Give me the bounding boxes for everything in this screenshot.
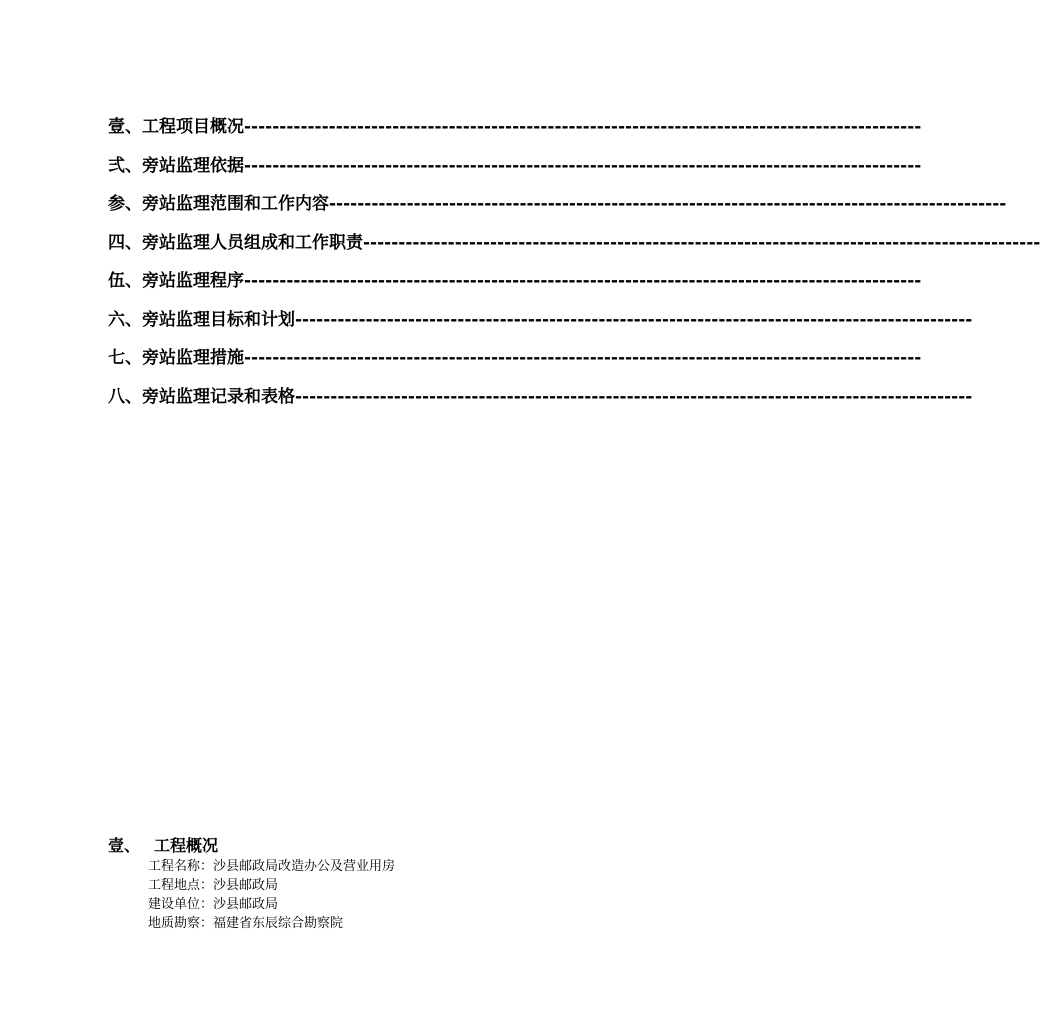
toc-item-title: 旁站监理记录和表格 (142, 386, 295, 407)
toc-item-5[interactable] (108, 266, 922, 305)
info-value: 沙县邮政局改造办公及营业用房 (213, 859, 396, 874)
toc-dot-leader: ------------------------------------------------------------------------------------------------ (244, 155, 922, 176)
toc-item-number: 六、 (108, 309, 142, 330)
toc-item-number: 八、 (108, 386, 142, 407)
project-overview-section (108, 833, 608, 933)
table-of-contents (108, 112, 1040, 420)
toc-item-title: 工程项目概况 (142, 117, 244, 137)
toc-item-number: 弍、 (108, 155, 142, 176)
toc-item-1[interactable] (108, 112, 922, 151)
info-label: 地质勘察： (148, 916, 214, 931)
toc-item-title: 旁站监理目标和计划 (142, 309, 295, 330)
toc-item-title: 旁站监理依据 (142, 155, 244, 176)
toc-item-number: 参、 (108, 194, 142, 214)
project-location-row (148, 876, 608, 895)
info-value: 沙县邮政局 (213, 878, 279, 893)
toc-dot-leader: ------------------------------------------------------------------------------------------------ (295, 386, 973, 407)
toc-item-7[interactable] (108, 343, 922, 382)
toc-item-title: 旁站监理范围和工作内容 (142, 194, 329, 214)
info-label: 工程地点： (148, 878, 214, 893)
construction-unit-row (148, 895, 608, 914)
section-heading (108, 833, 608, 857)
toc-item-title: 旁站监理程序 (142, 271, 244, 291)
toc-item-4[interactable] (108, 228, 1040, 267)
section-title: 工程概况 (154, 836, 219, 855)
toc-item-number: 七、 (108, 348, 142, 368)
toc-item-6[interactable] (108, 305, 973, 344)
project-name-row (148, 857, 608, 876)
toc-dot-leader: ------------------------------------------------------------------------------------------------ (244, 271, 922, 291)
toc-item-8[interactable] (108, 382, 973, 421)
toc-dot-leader: ------------------------------------------------------------------------------------------------ (295, 309, 973, 330)
toc-item-3[interactable] (108, 189, 1007, 228)
project-info-list (108, 857, 608, 933)
info-value: 沙县邮政局 (213, 897, 279, 912)
info-value: 福建省东辰综合勘察院 (213, 916, 344, 931)
toc-item-number: 伍、 (108, 271, 142, 291)
toc-item-title: 旁站监理人员组成和工作职责 (142, 232, 363, 253)
toc-dot-leader: ------------------------------------------------------------------------------------------------ (244, 348, 922, 368)
toc-dot-leader: ------------------------------------------------------------------------------------------------ (363, 232, 1040, 253)
toc-dot-leader: ------------------------------------------------------------------------------------------------ (329, 194, 1007, 214)
info-label: 工程名称： (148, 859, 214, 874)
section-number: 壹、 (108, 836, 141, 855)
info-label: 建设单位： (148, 897, 214, 912)
toc-item-number: 四、 (108, 232, 142, 253)
toc-item-title: 旁站监理措施 (142, 348, 244, 368)
toc-item-number: 壹、 (108, 117, 142, 137)
geological-survey-row (148, 914, 608, 933)
toc-item-2[interactable] (108, 151, 922, 190)
toc-dot-leader: ------------------------------------------------------------------------------------------------ (244, 117, 922, 137)
